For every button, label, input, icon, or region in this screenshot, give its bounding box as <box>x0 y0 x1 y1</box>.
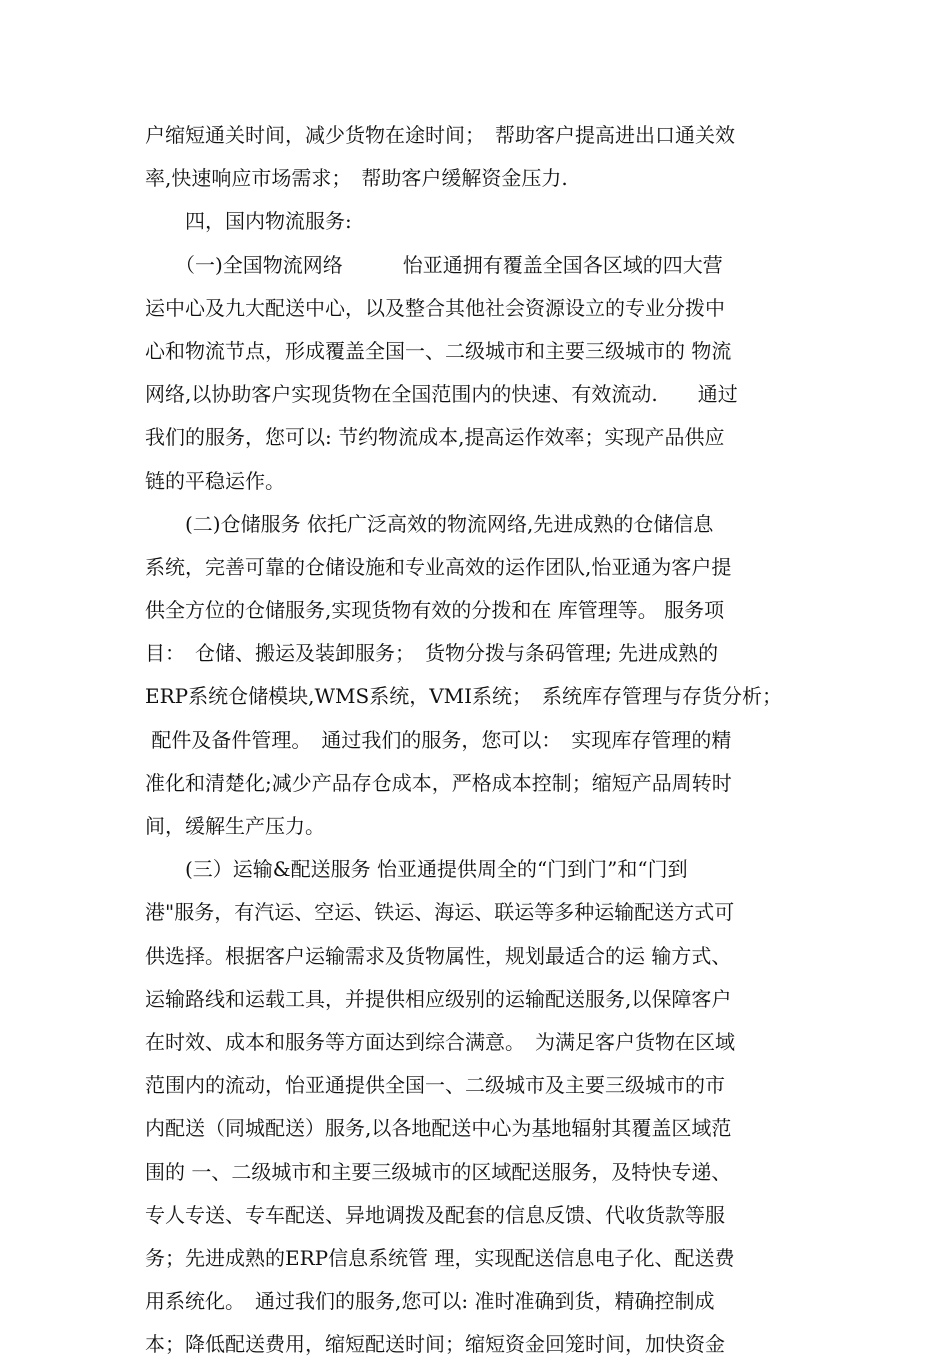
text-line: (二)仓储服务 依托广泛高效的物流网络,先进成熟的仓储信息 <box>145 511 714 536</box>
text-line: 务；先进成熟的ERP信息系统管 理，实现配送信息电子化、配送费 <box>145 1245 735 1270</box>
text-line: 在时效、成本和服务等方面达到综合满意。 为满足客户货物在区域 <box>145 1029 735 1054</box>
text-line: 间，缓解生产压力。 <box>145 814 325 838</box>
text-line: 供全方位的仓储服务,实现货物有效的分拨和在 库管理等。 服务项 <box>145 598 725 623</box>
text-line: 目： 仓储、搬运及装卸服务； 货物分拨与条码管理; 先进成熟的 <box>145 641 719 666</box>
text-line: 运中心及九大配送中心，以及整合其他社会资源设立的专业分拨中 <box>145 295 725 320</box>
text-line: 港"服务，有汽运、空运、铁运、海运、联运等多种运输配送方式可 <box>145 900 735 925</box>
document-page <box>145 114 810 1366</box>
text-line: 范围内的流动，怡亚通提供全国一、二级城市及主要三级城市的市 <box>145 1073 725 1098</box>
text-line: 内配送（同城配送）服务,以各地配送中心为基地辐射其覆盖区域范 <box>145 1116 732 1141</box>
text-line: 供选择。根据客户运输需求及货物属性，规划最适合的运 输方式、 <box>145 943 732 968</box>
text-line: 系统，完善可靠的仓储设施和专业高效的运作团队,怡亚通为客户提 <box>145 554 732 579</box>
section-heading: 四，国内物流服务: <box>145 209 352 234</box>
text-line: 围的 一、二级城市和主要三级城市的区域配送服务，及特快专递、 <box>145 1159 732 1184</box>
text-line: 户缩短通关时间，减少货物在途时间； 帮助客户提高进出口通关效 <box>145 123 735 147</box>
text-line: 率,快速响应市场需求； 帮助客户缓解资金压力. <box>145 166 568 191</box>
text-line: 我们的服务，您可以: 节约物流成本,提高运作效率；实现产品供应 <box>145 425 725 450</box>
text-line: 准化和清楚化;减少产品存仓成本，严格成本控制；缩短产品周转时 <box>145 770 732 795</box>
text-line: 用系统化。 通过我们的服务,您可以: 准时准确到货，精确控制成 <box>145 1289 715 1314</box>
text-line: 配件及备件管理。 通过我们的服务，您可以： 实现库存管理的精 <box>145 727 732 752</box>
text-line: ERP系统仓储模块,WMS系统，VMI系统； 系统库存管理与存货分析； <box>145 684 783 709</box>
text-line: 心和物流节点，形成覆盖全国一、二级城市和主要三级城市的 物流 <box>145 338 732 363</box>
text-line: 网络,以协助客户实现货物在全国范围内的快速、有效流动. 通过 <box>145 382 738 407</box>
text-line: 链的平稳运作。 <box>145 468 285 493</box>
text-line: (三）运输&配送服务 怡亚通提供周全的“门到门”和“门到 <box>145 857 688 882</box>
text-line: 运输路线和运载工具，并提供相应级别的运输配送服务,以保障客户 <box>145 986 732 1011</box>
text-line: 专人专送、专车配送、异地调拨及配套的信息反馈、代收货款等服 <box>145 1202 725 1227</box>
text-line: 本；降低配送费用，缩短配送时间；缩短资金回笼时间，加快资金 <box>145 1332 725 1357</box>
text-line: （一)全国物流网络 怡亚通拥有覆盖全国各区域的四大营 <box>145 252 723 277</box>
